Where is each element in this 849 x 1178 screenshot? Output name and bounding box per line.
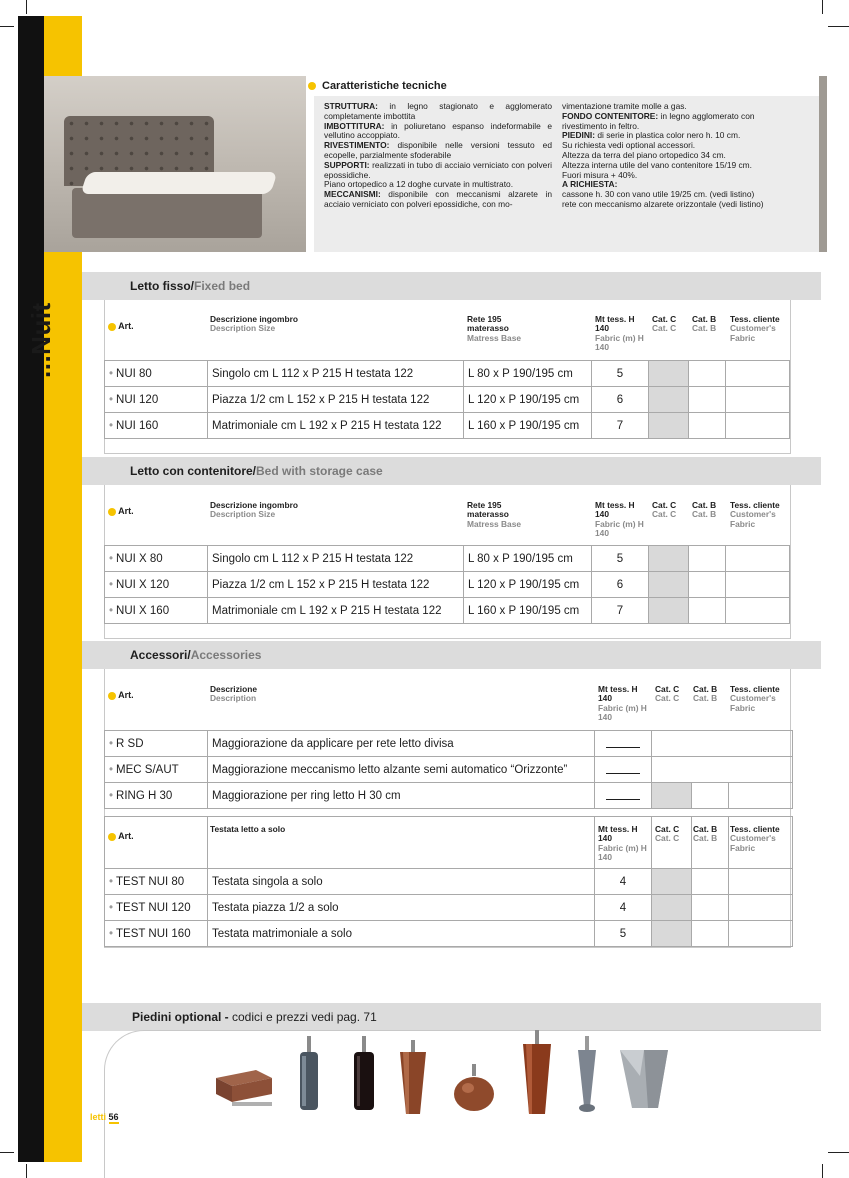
cell-rete: L 160 x P 190/195 cm <box>464 598 592 624</box>
header-mt <box>595 315 645 352</box>
cell-tess <box>729 921 793 947</box>
header-catc-it: Cat. C <box>652 500 677 510</box>
metal-cylinder-foot-icon <box>294 1036 324 1116</box>
header-tess-it: Tess. cliente <box>730 314 780 324</box>
bullet-icon: • <box>109 875 114 888</box>
bullet-icon <box>108 692 116 700</box>
header-art <box>108 691 134 700</box>
cell-description: Maggiorazione meccanismo letto alzante semi automatico “Orizzonte” <box>208 757 595 783</box>
cell-cat-c <box>649 413 689 439</box>
header-catc-en: Cat. C <box>652 323 677 334</box>
spec-label: STRUTTURA: <box>324 101 378 111</box>
cell-art <box>105 598 208 624</box>
spec-label: IMBOTTITURA: <box>324 120 385 131</box>
header-catb-it: Cat. B <box>693 684 718 694</box>
table-row <box>105 387 790 413</box>
cell-tess <box>726 546 790 572</box>
spec-line <box>562 200 802 210</box>
table-row <box>105 757 793 783</box>
cell-tess <box>729 869 793 895</box>
cell-tess <box>726 387 790 413</box>
cell-art <box>105 572 208 598</box>
table-row <box>105 921 793 947</box>
header-desc-en: Description Size <box>210 323 276 334</box>
header-catb-it: Cat. B <box>692 314 717 324</box>
header-catc-en: Cat. C <box>652 509 677 520</box>
cell-mt: 7 <box>592 413 649 439</box>
header-catb-en: Cat. B <box>692 323 717 334</box>
cell-cat-b <box>689 572 726 598</box>
header-rete <box>467 315 537 343</box>
section-bar-fixed-bed <box>82 272 821 300</box>
header-cell <box>595 817 652 869</box>
cell-mt: 5 <box>592 361 649 387</box>
spec-text: Piano ortopedico a 12 doghe curvate in multistrato. <box>324 179 514 190</box>
spec-text: realizzati in tubo di acciaio verniciato con polveri epossidiche. <box>324 159 552 180</box>
header-cat-b <box>692 501 720 520</box>
art-code: R SD <box>116 737 144 750</box>
header-rete-en: Matress Base <box>467 518 522 529</box>
header-mt <box>595 501 645 538</box>
header-cell <box>729 817 793 869</box>
spec-text: disponibile con meccanismi alzarete in acciaio verniciato con polveri epossidiche, con mo- <box>324 189 552 209</box>
section-title <box>130 648 261 662</box>
cell-art <box>105 869 208 895</box>
table-row <box>105 413 790 439</box>
bullet-icon: • <box>109 393 114 406</box>
section-title-it: Piedini optional - <box>132 1010 232 1024</box>
bullet-icon <box>308 82 316 90</box>
cell-description: Matrimoniale cm L 192 x P 215 H testata 122 <box>208 598 464 624</box>
header-catb-en: Cat. B <box>692 509 717 520</box>
cell-mt: 5 <box>592 546 649 572</box>
crop-mark <box>822 1164 823 1178</box>
bullet-icon: • <box>109 552 114 565</box>
art-code: NUI X 160 <box>116 604 170 617</box>
spec-text: rete con meccanismo alzarete orizzontale (vedi listino) <box>562 198 764 209</box>
table-row <box>105 731 793 757</box>
side-tab-title: ...Nuit <box>26 302 56 378</box>
header-cat-b <box>692 315 720 334</box>
bullet-icon <box>108 323 116 331</box>
cell-cat-b <box>689 387 726 413</box>
cell-tess <box>726 413 790 439</box>
spec-text: Su richiesta vedi optional accessori. <box>562 140 696 151</box>
black-cylinder-foot-icon <box>348 1036 380 1116</box>
spec-label: SUPPORTI: <box>324 159 370 170</box>
header-cell <box>105 817 208 869</box>
cell-mt: 6 <box>592 387 649 413</box>
table-row <box>105 598 790 624</box>
header-catb-it: Cat. B <box>692 500 717 510</box>
header-catb-it: Cat. B <box>693 824 718 834</box>
section-title-en: Fixed bed <box>194 279 251 293</box>
cell-rete: L 120 x P 190/195 cm <box>464 572 592 598</box>
header-description <box>210 685 320 704</box>
cell-cat-b <box>689 598 726 624</box>
cell-rete: L 80 x P 190/195 cm <box>464 361 592 387</box>
cell-cat-c <box>649 546 689 572</box>
bullet-icon: • <box>109 419 114 432</box>
cell-tess <box>726 598 790 624</box>
crop-mark <box>26 1164 27 1178</box>
side-black-strip <box>18 16 44 1162</box>
table-row <box>105 783 793 809</box>
spec-label: PIEDINI: <box>562 130 596 141</box>
header-cat-c <box>652 501 680 520</box>
header-mt-en: Fabric (m) H 140 <box>595 518 644 538</box>
cell-cat-b <box>689 546 726 572</box>
cell-cat-c <box>652 895 692 921</box>
spec-text: Altezza interna utile del vano contenitore 15/19 cm. <box>562 159 752 170</box>
footer-page: 56 <box>108 1112 119 1122</box>
cell-art <box>105 731 208 757</box>
cell-description: Matrimoniale cm L 192 x P 215 H testata 122 <box>208 413 464 439</box>
header-tess-it: Tess. cliente <box>730 500 780 510</box>
cell-art <box>105 387 208 413</box>
header-catc-en: Cat. C <box>655 833 680 844</box>
art-code: NUI 80 <box>116 367 152 380</box>
tall-wood-foot-icon <box>520 1030 554 1116</box>
cell-rete: L 120 x P 190/195 cm <box>464 387 592 413</box>
header-catb-en: Cat. B <box>693 693 718 704</box>
footer-section: letti <box>90 1112 107 1122</box>
art-code: TEST NUI 120 <box>116 901 191 914</box>
cell-cat-b <box>689 413 726 439</box>
header-tess-en: Customer's Fabric <box>730 323 776 343</box>
spec-line <box>324 122 552 142</box>
wood-cone-foot-icon <box>398 1040 428 1116</box>
section-title-en: Accessories <box>190 648 262 662</box>
bullet-icon: • <box>109 367 114 380</box>
cell-empty <box>652 757 793 783</box>
section-title-rest: codici e prezzi vedi pag. 71 <box>232 1010 377 1024</box>
header-mt-it: Mt tess. H 140 <box>595 314 635 334</box>
spec-text: cassone h. 30 con vano utile 19/25 cm. (vedi listino) <box>562 189 755 200</box>
cell-cat-c <box>649 387 689 413</box>
bullet-icon: • <box>109 604 114 617</box>
art-code: TEST NUI 160 <box>116 927 191 940</box>
cell-cat-b <box>692 869 729 895</box>
cell-art <box>105 546 208 572</box>
photo-edge <box>819 76 827 252</box>
header-tess-it: Tess. cliente <box>730 824 780 834</box>
spec-label: FONDO CONTENITORE: <box>562 110 659 121</box>
specs-left-column <box>324 102 552 210</box>
header-catb-en: Cat. B <box>693 833 718 844</box>
section-title-en: Bed with storage case <box>256 464 383 478</box>
header-art-label: Art. <box>118 831 134 841</box>
header-tess <box>730 685 790 713</box>
bed-base-shape <box>72 188 262 238</box>
bullet-icon: • <box>109 927 114 940</box>
header-tess-en: Customer's Fabric <box>730 509 776 529</box>
cell-rete: L 160 x P 190/195 cm <box>464 413 592 439</box>
cell-cat-b <box>692 895 729 921</box>
cell-cat-c <box>652 783 692 809</box>
crop-mark <box>828 1152 849 1153</box>
page-number <box>90 1112 119 1122</box>
header-desc-en: Description Size <box>210 509 276 520</box>
header-tess-en: Customer's Fabric <box>730 693 776 713</box>
header-mt-it: Mt tess. H 140 <box>595 500 635 520</box>
header-rete <box>467 501 537 529</box>
headboard-table <box>104 816 793 947</box>
header-catc-en: Cat. C <box>655 693 680 704</box>
bullet-icon: • <box>109 578 114 591</box>
header-catc-it: Cat. C <box>655 824 680 834</box>
header-mt-en: Fabric (m) H 140 <box>598 702 647 722</box>
header-mt-en: Fabric (m) H 140 <box>598 842 647 862</box>
spec-text: in poliuretano espanso indeformabile e vellutino accoppiato. <box>324 120 552 141</box>
cell-description: Singolo cm L 112 x P 215 H testata 122 <box>208 361 464 387</box>
crop-mark <box>822 0 823 14</box>
bed-photo <box>44 76 306 252</box>
header-mt <box>598 685 648 722</box>
cell-mt: 4 <box>595 895 652 921</box>
table-row <box>105 361 790 387</box>
art-code: MEC S/AUT <box>116 763 179 776</box>
cell-art <box>105 413 208 439</box>
steel-taper-foot-icon <box>574 1036 600 1116</box>
spec-text: Altezza da terra del piano ortopedico 34 cm. <box>562 149 726 160</box>
fixed-bed-table <box>104 360 790 439</box>
cell-cat-b <box>692 783 729 809</box>
header-description <box>210 501 320 520</box>
header-tess <box>730 315 790 343</box>
spec-text: disponibile nelle versioni tessuto ed ecopelle, parzialmente sfoderabile <box>324 140 552 160</box>
specs-title: Caratteristiche tecniche <box>322 80 447 92</box>
cell-description: Piazza 1/2 cm L 152 x P 215 H testata 122 <box>208 387 464 413</box>
header-art-label: Art. <box>118 506 134 516</box>
header-desc-en: Description <box>210 693 257 704</box>
storage-bed-table <box>104 545 790 624</box>
cell-mt: 5 <box>595 921 652 947</box>
header-rete-it: Rete 195 materasso <box>467 500 509 520</box>
header-description <box>210 315 320 334</box>
mattress-shape <box>80 172 277 194</box>
header-tess-it: Tess. cliente <box>730 684 780 694</box>
specs-right-column <box>562 102 802 210</box>
section-title <box>130 464 383 478</box>
bullet-icon: • <box>109 737 114 750</box>
bullet-icon: • <box>109 789 114 802</box>
cell-cat-c <box>649 361 689 387</box>
cell-mt: 6 <box>592 572 649 598</box>
art-code: NUI X 80 <box>116 552 163 565</box>
cell-description: Testata singola a solo <box>208 869 595 895</box>
spec-label: RIVESTIMENTO: <box>324 140 390 151</box>
table-row <box>105 546 790 572</box>
header-cell <box>208 817 595 869</box>
cell-rete: L 80 x P 190/195 cm <box>464 546 592 572</box>
accessories-table <box>104 730 793 809</box>
art-code: NUI 160 <box>116 419 159 432</box>
cell-art <box>105 783 208 809</box>
spec-line <box>324 102 552 122</box>
spec-line <box>324 141 552 161</box>
header-rete-it: Rete 195 materasso <box>467 314 509 334</box>
header-mt-it: Mt tess. H 140 <box>598 824 638 844</box>
section-title-it: Letto fisso/ <box>130 279 195 293</box>
cell-description: Maggiorazione da applicare per rete letto divisa <box>208 731 595 757</box>
art-code: RING H 30 <box>116 789 173 802</box>
spec-label: A RICHIESTA: <box>562 179 618 190</box>
blank-line <box>606 762 640 774</box>
section-bar-storage-bed <box>82 457 821 485</box>
bullet-icon <box>108 508 116 516</box>
header-rete-en: Matress Base <box>467 332 522 343</box>
cell-tess <box>726 361 790 387</box>
section-title <box>130 279 250 293</box>
cell-cat-c <box>652 921 692 947</box>
wood-ball-foot-icon <box>452 1064 496 1112</box>
crop-mark <box>828 26 849 27</box>
section-bar-accessories <box>82 641 821 669</box>
cell-mt: 4 <box>595 869 652 895</box>
cell-tess <box>729 783 793 809</box>
cell-cat-c <box>652 869 692 895</box>
cell-description: Maggiorazione per ring letto H 30 cm <box>208 783 595 809</box>
header-mt-en: Fabric (m) H 140 <box>595 332 644 352</box>
cell-mt: 7 <box>592 598 649 624</box>
header-cell <box>652 817 692 869</box>
crop-mark <box>0 1152 14 1153</box>
spec-text: Fuori misura + 40%. <box>562 169 638 180</box>
section-bar-feet <box>82 1003 821 1031</box>
art-code: NUI X 120 <box>116 578 170 591</box>
cell-cat-c <box>649 572 689 598</box>
header-desc-it: Descrizione <box>210 684 258 694</box>
section-title <box>132 1010 377 1024</box>
cell-empty <box>652 731 793 757</box>
header-testata-label: Testata letto a solo <box>210 824 286 834</box>
section-title-it: Accessori/ <box>130 648 191 662</box>
bullet-icon: • <box>109 763 114 776</box>
cell-cat-b <box>692 921 729 947</box>
cell-description: Testata piazza 1/2 a solo <box>208 895 595 921</box>
cell-description: Singolo cm L 112 x P 215 H testata 122 <box>208 546 464 572</box>
header-art-label: Art. <box>118 690 134 700</box>
blank-line <box>606 788 640 800</box>
header-cell <box>692 817 729 869</box>
cell-art <box>105 361 208 387</box>
table-row <box>105 895 793 921</box>
spec-line <box>562 112 802 132</box>
header-desc-it: Descrizione ingombro <box>210 500 298 510</box>
cell-cat-c <box>649 598 689 624</box>
table-row <box>105 869 793 895</box>
crop-mark <box>26 0 27 14</box>
header-tess-en: Customer's Fabric <box>730 833 776 853</box>
cell-description: Piazza 1/2 cm L 152 x P 215 H testata 122 <box>208 572 464 598</box>
cell-mt <box>595 783 652 809</box>
blank-line <box>606 736 640 748</box>
header-art <box>108 322 134 331</box>
spec-text: vimentazione tramite molle a gas. <box>562 101 687 111</box>
spec-line <box>324 161 552 181</box>
spec-text: di serie in plastica color nero h. 10 cm. <box>595 130 741 141</box>
header-tess <box>730 501 790 529</box>
header-cat-c <box>652 315 680 334</box>
header-cat-c <box>655 685 683 704</box>
cell-mt <box>595 731 652 757</box>
cell-art <box>105 757 208 783</box>
cell-tess <box>729 895 793 921</box>
spec-text: in legno agglomerato con rivestimento in feltro. <box>562 110 755 131</box>
cell-mt <box>595 757 652 783</box>
spec-label: MECCANISMI: <box>324 189 381 200</box>
cell-art <box>105 921 208 947</box>
header-mt-it: Mt tess. H 140 <box>598 684 638 704</box>
spec-text: in legno stagionato e agglomerato completamente imbottita <box>324 101 552 121</box>
header-art <box>108 507 134 516</box>
cell-tess <box>726 572 790 598</box>
table-row <box>105 572 790 598</box>
cell-description: Testata matrimoniale a solo <box>208 921 595 947</box>
header-catc-it: Cat. C <box>655 684 680 694</box>
header-row <box>105 817 793 869</box>
section-title-it: Letto con contenitore/ <box>130 464 256 478</box>
spec-line <box>324 190 552 210</box>
header-desc-it: Descrizione ingombro <box>210 314 298 324</box>
steel-bracket-foot-icon <box>618 1046 670 1110</box>
header-cat-b <box>693 685 721 704</box>
cell-cat-b <box>689 361 726 387</box>
header-catc-it: Cat. C <box>652 314 677 324</box>
cell-art <box>105 895 208 921</box>
art-code: TEST NUI 80 <box>116 875 185 888</box>
header-art-label: Art. <box>118 321 134 331</box>
bullet-icon: • <box>109 901 114 914</box>
box-foot-icon <box>212 1066 276 1108</box>
art-code: NUI 120 <box>116 393 159 406</box>
crop-mark <box>0 26 14 27</box>
